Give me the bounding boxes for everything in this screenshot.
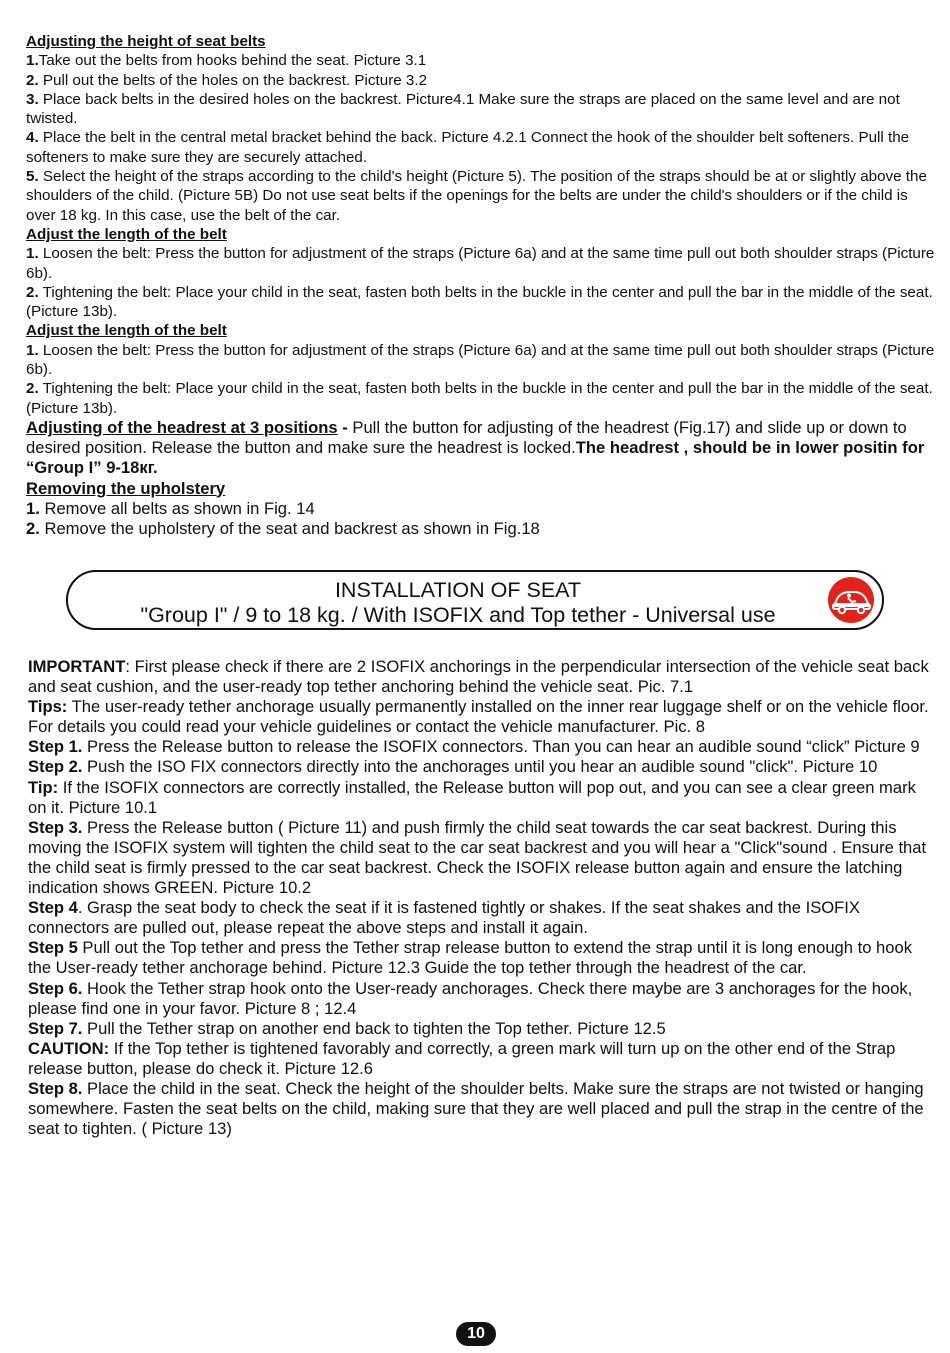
instruction-step: 1.Take out the belts from hooks behind the seat. Picture 3.1 bbox=[26, 52, 427, 70]
instruction-paragraph: Step 1. Press the Release button to release the ISOFIX connectors. Than you can hear an audible sound “click” Picture 9 bbox=[28, 737, 920, 757]
banner-title: INSTALLATION OF SEAT bbox=[334, 578, 582, 602]
instruction-paragraph: Step 4. Grasp the seat body to check the seat if it is fastened tightly or shakes. If the seat shakes and the ISOFIX connectors are pulled out, please repeat the above steps and install it again. bbox=[28, 898, 860, 938]
heading-seat-belt-height: Adjusting the height of seat belts bbox=[26, 33, 266, 50]
headrest-paragraph: Adjusting of the headrest at 3 positions - Pull the button for adjusting of the headrest (Fig.17) and slide up or down to desired position. Release the button and make sure the headrest is locked.The headrest , should be in lower positin for “Group I” 9-18кг. bbox=[26, 417, 925, 478]
heading-adjust-length: Adjust the length of the belt bbox=[26, 225, 227, 243]
instruction-step: 3. Place back belts in the desired holes on the backrest. Picture4.1 Make sure the straps are placed on the same level and are not twisted. bbox=[26, 90, 900, 128]
instruction-step: 2. Pull out the belts of the holes on the backrest. Picture 3.2 bbox=[26, 71, 428, 89]
installation-banner bbox=[66, 570, 884, 630]
instruction-paragraph: Step 5 Pull out the Top tether and press the Tether strap release button to extend the strap until it is long enough to hook the User-ready tether anchorage behind. Picture 12.3 Guide the top tether through the headrest of the car. bbox=[28, 938, 913, 978]
instruction-paragraph: Tips: The user-ready tether anchorage usually permanently installed on the inner rear luggage shelf or on the vehicle floor. For details you could read your vehicle guidelines or contact the vehicle manufacturer. Pic. 8 bbox=[28, 697, 929, 737]
instruction-step: 2. Tightening the belt: Place your child in the seat, fasten both belts in the buckle in the center and pull the bar in the middle of the seat. (Picture 13b). bbox=[26, 380, 933, 417]
instruction-step: 2. Tightening the belt: Place your child in the seat, fasten both belts in the buckle in the center and pull the bar in the middle of the seat. (Picture 13b). bbox=[26, 283, 933, 321]
instruction-paragraph: Step 2. Push the ISO FIX connectors directly into the anchorages until you hear an audible sound "click". Picture 10 bbox=[28, 757, 878, 777]
belt-adjustment-section bbox=[26, 32, 936, 540]
instruction-step: 2. Remove the upholstery of the seat and backrest as shown in Fig.18 bbox=[26, 519, 540, 539]
instruction-step: 4. Place the belt in the central metal bracket behind the back. Picture 4.2.1 Connect the hook of the shoulder belt softeners. Pull the softeners to make sure they are securely attached. bbox=[26, 129, 910, 166]
instruction-step: 5. Select the height of the straps according to the child's height (Picture 5). The position of the straps should be at or slightly above the shoulders of the child. (Picture 5B) Do not use seat belts if the openings for the belts are under the child's shoulders or if the child is over 18 kg. In this case, use the belt of the car. bbox=[26, 168, 927, 224]
page-number: 10 bbox=[456, 1322, 496, 1346]
instruction-paragraph: Tip: If the ISOFIX connectors are correctly installed, the Release button will pop out, and you can see a clear green mark on it. Picture 10.1 bbox=[28, 777, 916, 817]
instruction-paragraph: Step 7. Pull the Tether strap on another end back to tighten the Top tether. Picture 12.5 bbox=[28, 1018, 666, 1038]
car-with-child-seat-icon bbox=[828, 577, 874, 623]
instruction-step: 1. Remove all belts as shown in Fig. 14 bbox=[26, 498, 315, 518]
instruction-paragraph: Step 8. Place the child in the seat. Check the height of the shoulder belts. Make sure the straps are not twisted or hanging somewhere. Fasten the seat belts on the child, making sure that they are well placed and pull the strap in the centre of the seat to tighten. ( Picture 13) bbox=[28, 1078, 924, 1139]
instruction-paragraph: Step 6. Hook the Tether strap hook onto the User-ready anchorages. Check there maybe are 3 anchorages for the hook, please find one in your favor. Picture 8 ; 12.4 bbox=[28, 978, 913, 1018]
heading-removing-upholstery: Removing the upholstery bbox=[26, 478, 226, 498]
instruction-paragraph: CAUTION: If the Top tether is tightened favorably and correctly, a green mark will turn up on the other end of the Strap release button, please do check it. Picture 12.6 bbox=[28, 1038, 896, 1078]
heading-adjust-length: Adjust the length of the belt bbox=[26, 322, 227, 340]
instruction-paragraph: Step 3. Press the Release button ( Picture 11) and push firmly the child seat towards the car seat backrest. During this moving the ISOFIX system will tighten the child seat to the car seat backrest and you will hear a "Click"sound . Ensure that the child seat is firmly pressed to the car seat backrest. Check the ISOFIX release button again and ensure the latching indication shows GREEN. Picture 10.2 bbox=[28, 817, 927, 898]
banner-subtitle: "Group I" / 9 to 18 kg. / With ISOFIX and Top tether - Universal use bbox=[140, 603, 776, 627]
installation-instructions bbox=[28, 657, 934, 1139]
instruction-step: 1. Loosen the belt: Press the button for adjustment of the straps (Picture 6a) and at the same time pull out both shoulder straps (Picture 6b). bbox=[26, 245, 935, 282]
heading-headrest: Adjusting of the headrest at 3 positions bbox=[26, 417, 338, 437]
instruction-step: 1. Loosen the belt: Press the button for adjustment of the straps (Picture 6a) and at the same time pull out both shoulder straps (Picture 6b). bbox=[26, 341, 935, 379]
instruction-paragraph: IMPORTANT: First please check if there are 2 ISOFIX anchorings in the perpendicular intersection of the vehicle seat back and seat cushion, and the user-ready top tether anchoring behind the vehicle seat. Pic. 7.1 bbox=[28, 657, 929, 697]
